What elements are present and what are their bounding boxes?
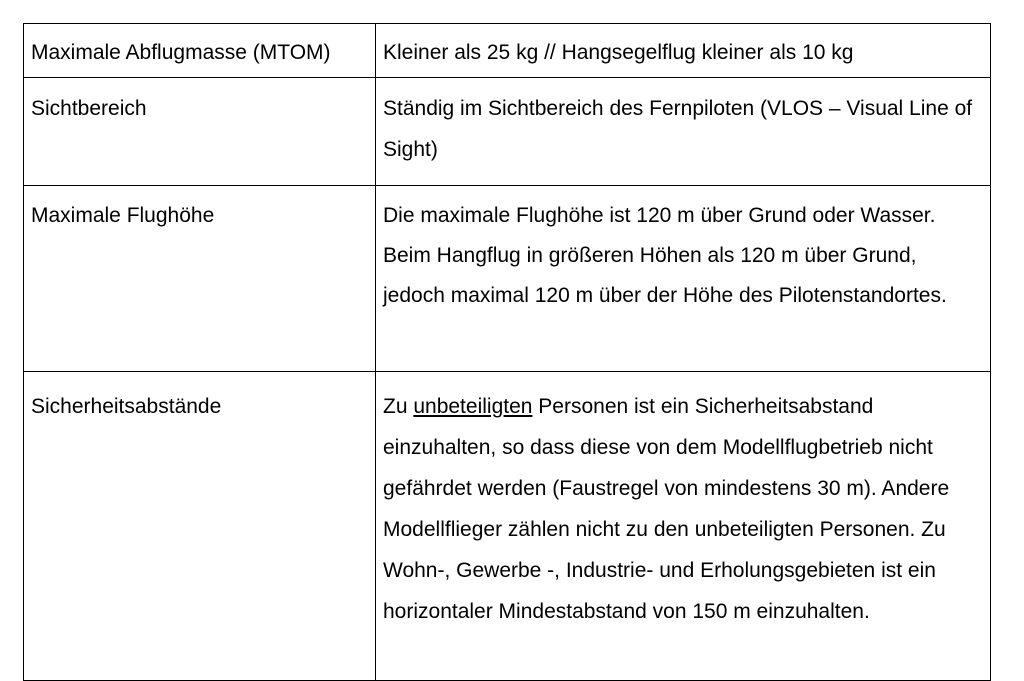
table-row-flughoehe (24, 186, 991, 372)
value-suffix: Personen ist ein Sicherheitsabstand einzuhalten, so dass diese von dem Modellflugbetrieb nicht gefährdet werden (Faustregel von mindestens 30 m). Andere Modellflieger zählen nicht zu den unbeteiligten Personen. Zu Wohn-, Gewerbe -, Industrie- und Erholungsgebieten ist ein horizontaler Mindestabstand von 150 m einzuhalten. (383, 395, 950, 623)
row-label: Sicherheitsabstände (24, 372, 376, 681)
underlined-term: unbeteiligten (413, 395, 533, 418)
regulations-table (23, 23, 991, 681)
value-prefix: Zu (383, 395, 414, 418)
row-value: Ständig im Sichtbereich des Fernpiloten (VLOS – Visual Line of Sight) (376, 78, 991, 186)
table-row-sicherheitsabstaende (24, 372, 991, 681)
row-label: Maximale Abflugmasse (MTOM) (24, 24, 376, 78)
table-row-mtom (24, 24, 991, 78)
row-label: Sichtbereich (24, 78, 376, 186)
row-value: Die maximale Flughöhe ist 120 m über Grund oder Wasser. Beim Hangflug in größeren Höhen als 120 m über Grund, jedoch maximal 120 m über der Höhe des Pilotenstandortes. (376, 186, 991, 372)
row-value: Kleiner als 25 kg // Hangsegelflug kleiner als 10 kg (376, 24, 991, 78)
row-label: Maximale Flughöhe (24, 186, 376, 372)
row-value (376, 372, 991, 681)
table-row-sichtbereich (24, 78, 991, 186)
